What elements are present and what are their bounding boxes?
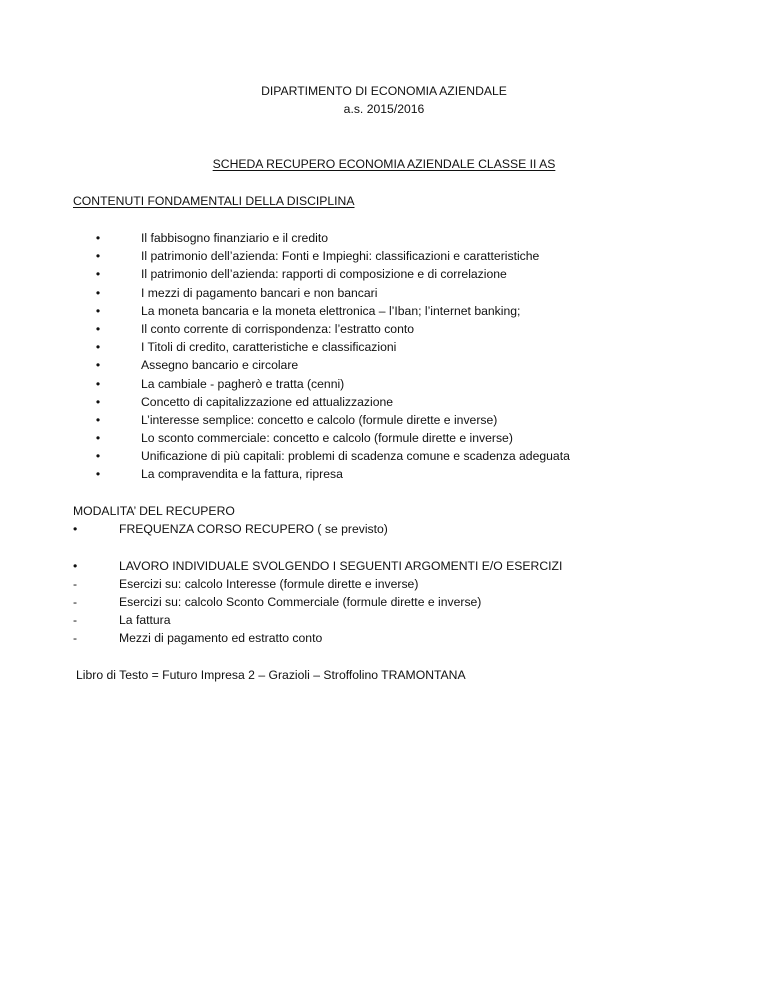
bullet: •	[95, 249, 101, 264]
bullet: •	[95, 267, 101, 282]
list-item-text: La moneta bancaria e la moneta elettronica – l’Iban; l’internet banking;	[141, 303, 521, 318]
exercise-text: Esercizi su: calcolo Sconto Commerciale (formule dirette e inverse)	[119, 595, 482, 609]
dash-mark: -	[73, 613, 78, 627]
bullet: •	[95, 285, 101, 300]
recovery-individual-text: LAVORO INDIVIDUALE SVOLGENDO I SEGUENTI ARGOMENTI E/O ESERCIZI	[119, 559, 563, 573]
list-item	[0, 302, 768, 320]
list-item	[0, 393, 768, 411]
school-year: a.s. 2015/2016	[343, 102, 425, 116]
bullet: •	[95, 449, 101, 464]
bullet: •	[95, 340, 101, 355]
sheet-title-text: SCHEDA RECUPERO ECONOMIA AZIENDALE CLASSE II AS	[212, 157, 556, 171]
bullet: •	[73, 559, 78, 573]
list-item	[0, 229, 768, 247]
list-item-text: I Titoli di credito, caratteristiche e classificazioni	[141, 340, 397, 355]
list-item-text: L’interesse semplice: concetto e calcolo (formule dirette e inverse)	[141, 412, 498, 427]
list-item-text: La compravendita e la fattura, ripresa	[141, 467, 343, 482]
list-item-text: Concetto di capitalizzazione ed attualizzazione	[141, 394, 394, 409]
list-item	[0, 429, 768, 447]
exercise-item	[0, 611, 768, 629]
exercise-item	[0, 575, 768, 593]
department-title: DIPARTIMENTO DI ECONOMIA AZIENDALE	[261, 84, 507, 98]
dash-mark: -	[73, 595, 78, 609]
bullet: •	[95, 376, 101, 391]
list-item-text: Il patrimonio dell’azienda: Fonti e Impieghi: classificazioni e caratteristiche	[141, 249, 540, 264]
bullet: •	[95, 303, 101, 318]
list-item-text: La cambiale - pagherò e tratta (cenni)	[141, 376, 345, 391]
exercise-item	[0, 593, 768, 611]
bullet: •	[95, 358, 101, 373]
exercise-item	[0, 629, 768, 647]
list-item	[0, 265, 768, 283]
list-item	[0, 356, 768, 374]
exercise-text: Esercizi su: calcolo Interesse (formule dirette e inverse)	[119, 577, 419, 591]
bullet: •	[95, 467, 101, 482]
list-item	[0, 338, 768, 356]
list-item-text: I mezzi di pagamento bancari e non bancari	[141, 285, 378, 300]
bullet: •	[95, 231, 101, 245]
sheet-title	[0, 155, 768, 173]
contents-heading: CONTENUTI FONDAMENTALI DELLA DISCIPLINA	[73, 194, 355, 208]
dash-mark: -	[73, 631, 78, 645]
bullet: •	[95, 394, 101, 409]
contents-list	[0, 229, 768, 484]
list-item-text: Assegno bancario e circolare	[141, 358, 299, 373]
list-item	[0, 411, 768, 429]
list-item-text: Il conto corrente di corrispondenza: l’estratto conto	[141, 321, 415, 336]
recovery-individual-row	[0, 557, 768, 575]
dash-mark: -	[73, 577, 78, 591]
bullet: •	[95, 412, 101, 427]
bullet: •	[95, 321, 101, 336]
list-item	[0, 284, 768, 302]
exercise-text: Mezzi di pagamento ed estratto conto	[119, 631, 323, 645]
textbook-line: Libro di Testo = Futuro Impresa 2 – Grazioli – Stroffolino TRAMONTANA	[76, 668, 466, 682]
exercise-text: La fattura	[119, 613, 171, 627]
list-item	[0, 375, 768, 393]
bullet: •	[95, 431, 101, 446]
recovery-course-row	[0, 520, 768, 538]
list-item	[0, 465, 768, 483]
list-item	[0, 320, 768, 338]
bullet: •	[73, 522, 78, 536]
list-item-text: Unificazione di più capitali: problemi di scadenza comune e scadenza adeguata	[141, 449, 570, 464]
recovery-course-text: FREQUENZA CORSO RECUPERO ( se previsto)	[119, 522, 388, 536]
list-item	[0, 447, 768, 465]
list-item	[0, 247, 768, 265]
list-item-text: Lo sconto commerciale: concetto e calcolo (formule dirette e inverse)	[141, 431, 513, 446]
list-item-text: Il fabbisogno finanziario e il credito	[141, 231, 328, 245]
recovery-heading: MODALITA’ DEL RECUPERO	[73, 504, 235, 518]
list-item-text: Il patrimonio dell’azienda: rapporti di composizione e di correlazione	[141, 267, 507, 282]
